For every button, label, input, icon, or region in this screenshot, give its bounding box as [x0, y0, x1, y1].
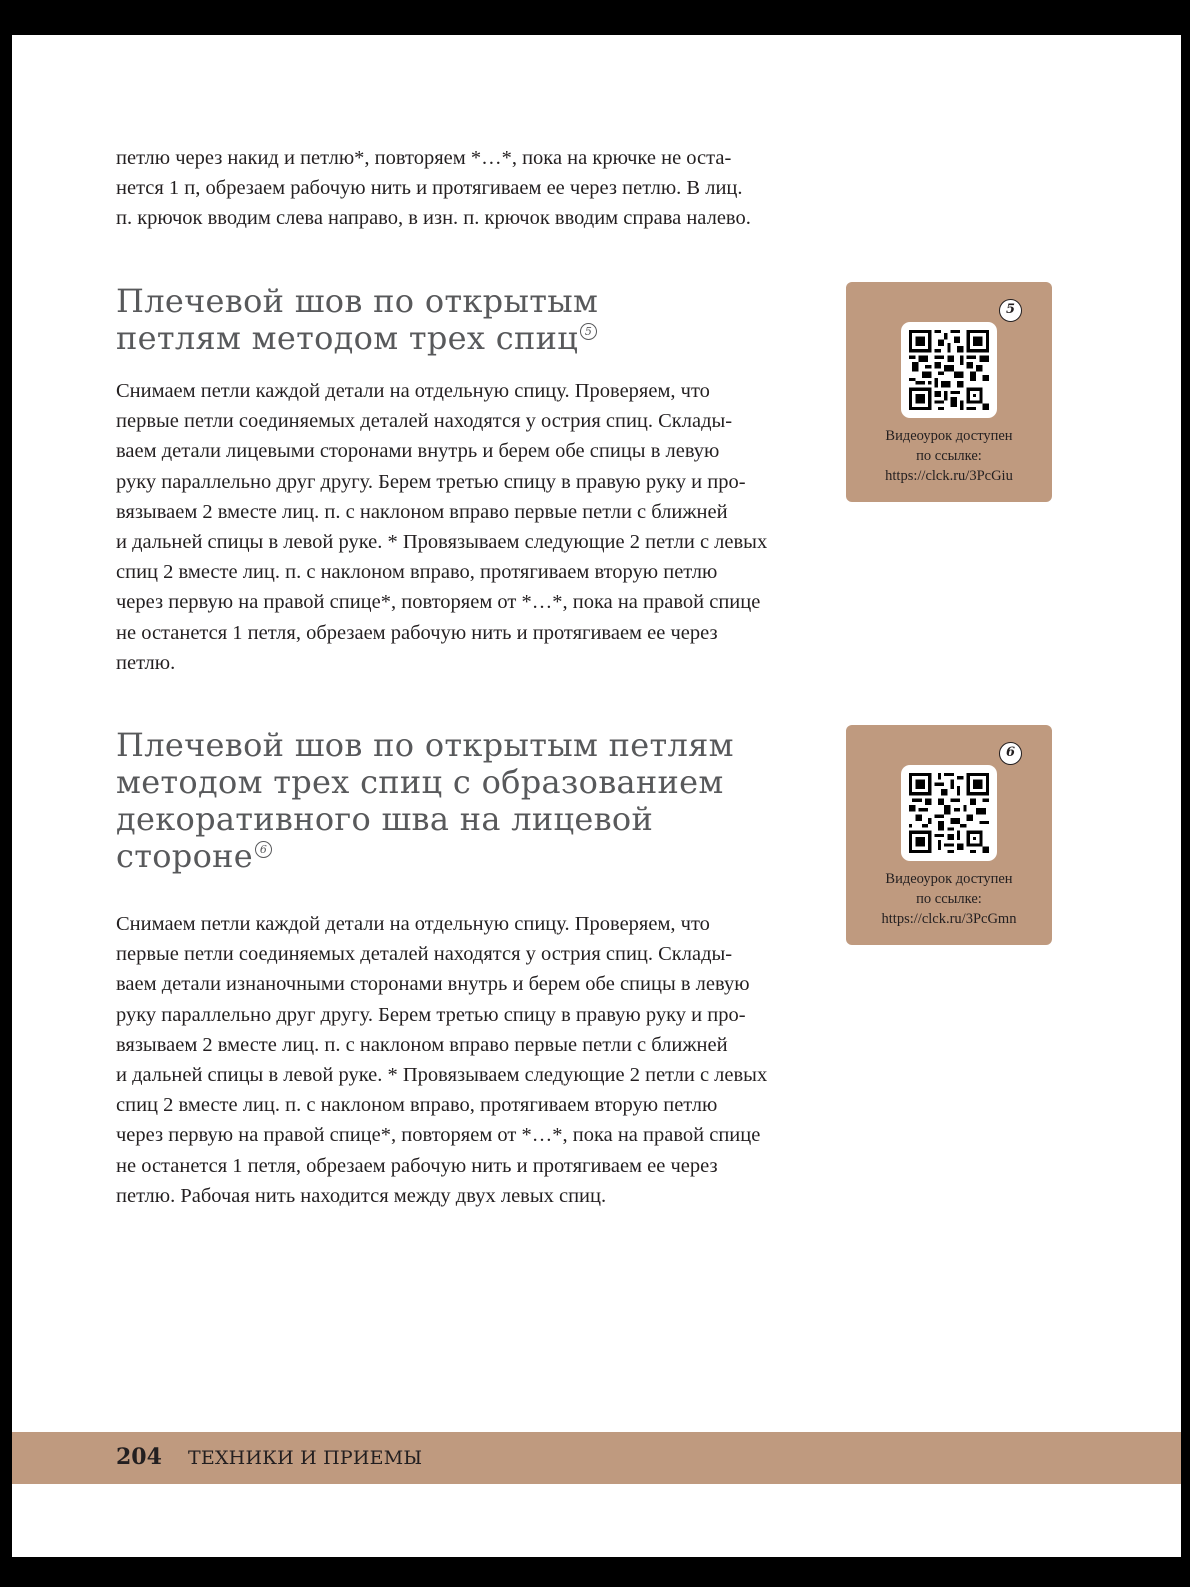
video-qr-card[interactable] [846, 725, 1052, 945]
qr-code[interactable] [901, 765, 997, 861]
qr-caption [846, 869, 1052, 929]
qr-code-icon [909, 773, 989, 853]
qr-caption [846, 426, 1052, 486]
caption-line: Видеоурок доступен [885, 428, 1013, 444]
text-line: через первую на правой спице*, повторяем от *…*, пока на правой спице [116, 1124, 761, 1147]
video-link[interactable]: https://clck.ru/3PcGmn [881, 911, 1017, 927]
page-number: 204 [116, 1444, 162, 1470]
text-line: спиц 2 вместе лиц. п. с наклоном вправо, протягиваем вторую петлю [116, 1094, 718, 1117]
section-paragraph [116, 376, 816, 678]
page-footer [12, 1432, 1181, 1484]
text-line: ваем детали изнаночными сторонами внутрь и берем обе спицы в левую [116, 973, 750, 996]
text-line: через первую на правой спице*, повторяем от *…*, пока на правой спице [116, 591, 761, 614]
text-line: первые петли соединяемых деталей находятся у острия спиц. Склады- [116, 943, 733, 966]
chapter-title: ТЕХНИКИ И ПРИЕМЫ [188, 1447, 423, 1469]
heading-line: Плечевой шов по открытым петлям [116, 726, 734, 764]
caption-line: по ссылке: [916, 891, 982, 907]
section-paragraph [116, 909, 816, 1211]
caption-line: по ссылке: [916, 448, 982, 464]
video-reference-marker: 6 [255, 841, 272, 858]
text-line: п. крючок вводим слева направо, в изн. п. крючок вводим справа налево. [116, 207, 751, 230]
text-line: и дальней спицы в левой руке. * Провязываем следующие 2 петли с левых [116, 1064, 768, 1087]
text-line: руку параллельно друг другу. Берем третью спицу в правую руку и про- [116, 470, 746, 493]
text-line: Снимаем петли каждой детали на отдельную спицу. Проверяем, что [116, 913, 710, 935]
video-number-badge: 5 [999, 299, 1022, 322]
qr-code-icon [909, 330, 989, 410]
heading-line: Плечевой шов по открытым [116, 282, 599, 320]
text-line: не останется 1 петля, обрезаем рабочую нить и протягиваем ее через [116, 621, 718, 644]
text-line: петлю. Рабочая нить находится между двух левых спиц. [116, 1184, 607, 1207]
text-line: Снимаем петли каждой детали на отдельную спицу. Проверяем, что [116, 380, 710, 402]
video-qr-card[interactable] [846, 282, 1052, 502]
section-heading [116, 283, 836, 357]
text-line: и дальней спицы в левой руке. * Провязываем следующие 2 петли с левых [116, 531, 768, 554]
book-page [12, 35, 1181, 1557]
text-line: вязываем 2 вместе лиц. п. с наклоном вправо первые петли с ближней [116, 1033, 728, 1056]
text-line: вязываем 2 вместе лиц. п. с наклоном вправо первые петли с ближней [116, 500, 728, 523]
heading-line: петлям методом трех спиц [116, 319, 579, 357]
section-heading [116, 727, 836, 875]
video-number-badge: 6 [999, 742, 1022, 765]
text-line: петлю. [116, 651, 176, 674]
text-line: первые петли соединяемых деталей находятся у острия спиц. Склады- [116, 410, 733, 433]
video-link[interactable]: https://clck.ru/3PcGiu [885, 468, 1013, 484]
heading-line: декоративного шва на лицевой [116, 800, 654, 838]
text-line: ваем детали лицевыми сторонами внутрь и берем обе спицы в левую [116, 440, 720, 463]
intro-paragraph [116, 143, 816, 234]
heading-line: методом трех спиц с образованием [116, 763, 724, 801]
heading-line: стороне [116, 837, 254, 875]
text-line: руку параллельно друг другу. Берем третью спицу в правую руку и про- [116, 1003, 746, 1026]
text-line: не останется 1 петля, обрезаем рабочую нить и протягиваем ее через [116, 1154, 718, 1177]
text-line: спиц 2 вместе лиц. п. с наклоном вправо, протягиваем вторую петлю [116, 561, 718, 584]
text-line: петлю через накид и петлю*, повторяем *…*, пока на крючке не оста- [116, 147, 732, 169]
text-line: нется 1 п, обрезаем рабочую нить и протягиваем ее через петлю. В лиц. [116, 177, 743, 200]
video-reference-marker: 5 [580, 323, 597, 340]
caption-line: Видеоурок доступен [885, 871, 1013, 887]
qr-code[interactable] [901, 322, 997, 418]
